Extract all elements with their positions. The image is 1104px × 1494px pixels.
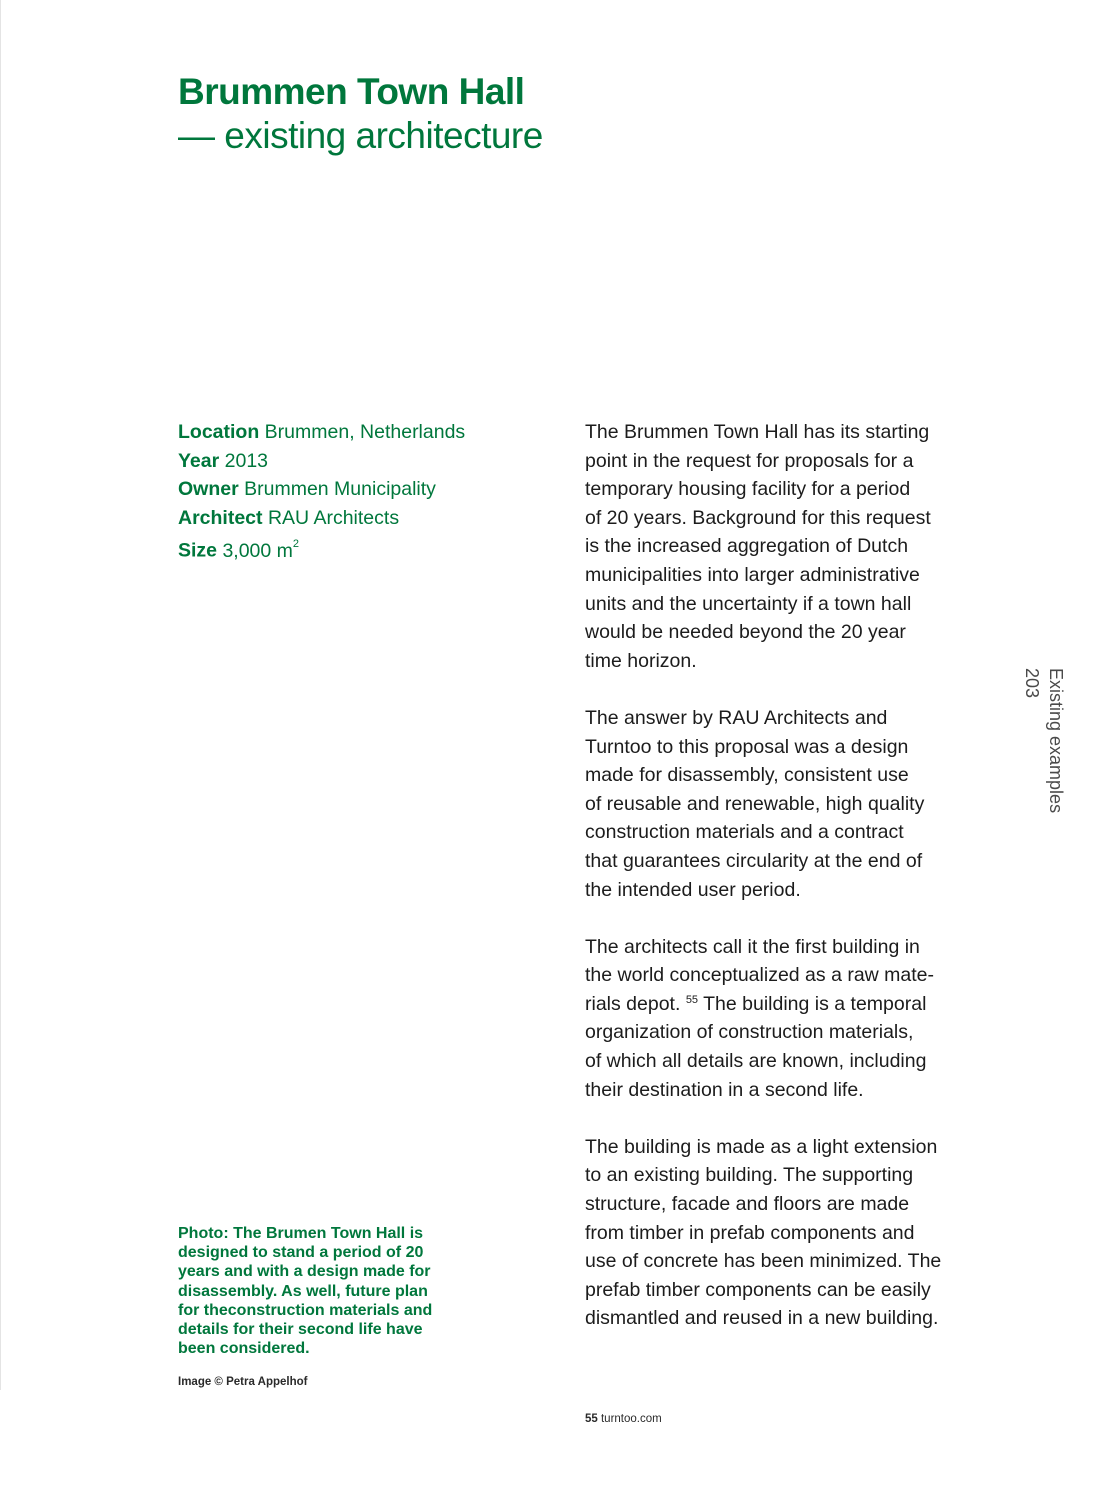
fact-value: RAU Architects <box>267 506 400 529</box>
footnote <box>585 1413 662 1425</box>
text-line: prefab timber components can be easily <box>585 1278 931 1301</box>
caption-line: been considered. <box>178 1340 310 1358</box>
fact-label: Owner <box>178 478 239 501</box>
page-subtitle: — existing architecture <box>178 115 543 156</box>
fact-label: Architect <box>178 506 263 529</box>
text-line: Turntoo to this proposal was a design <box>585 735 909 758</box>
text-line: The answer by RAU Architects and <box>585 706 888 729</box>
fact-value <box>222 540 299 562</box>
text-line: made for disassembly, consistent use <box>585 764 909 787</box>
paragraph-2 <box>585 704 965 904</box>
image-credit: Image © Petra Appelhof <box>178 1376 308 1388</box>
fact-label: Year <box>178 449 220 472</box>
paragraph-3 <box>585 933 965 1105</box>
fact-year <box>178 447 538 476</box>
text-line: units and the uncertainty if a town hall <box>585 592 912 615</box>
photo-caption <box>178 1224 438 1358</box>
text-line: of 20 years. Background for this request <box>585 506 931 529</box>
caption-line: years and with a design made for <box>178 1263 431 1281</box>
size-value: 3,000 m <box>222 539 293 562</box>
text-line: time horizon. <box>585 649 697 672</box>
text-line: of which all details are known, including <box>585 1050 927 1073</box>
text-line: their destination in a second life. <box>585 1078 864 1101</box>
text-line: The building is made as a light extension <box>585 1135 938 1158</box>
fact-architect <box>178 504 538 533</box>
text-line: organization of construction materials, <box>585 1021 914 1044</box>
text-line <box>585 990 965 1019</box>
fact-value: 2013 <box>224 449 269 472</box>
text-fragment: rials depot. <box>585 992 686 1015</box>
text-line: that guarantees circularity at the end of <box>585 849 923 872</box>
caption-line: for theconstruction materials and <box>178 1301 433 1319</box>
text-line: The Brummen Town Hall has its starting <box>585 421 930 443</box>
fact-size <box>178 532 538 565</box>
side-running-head <box>1008 668 1068 828</box>
text-line: temporary housing facility for a period <box>585 478 911 501</box>
text-line: The architects call it the first building in <box>585 935 920 958</box>
footnote-link[interactable]: turntoo.com <box>597 1413 662 1425</box>
size-unit-superscript: 2 <box>292 538 300 551</box>
text-line: the world conceptualized as a raw mate- <box>585 964 935 987</box>
text-line: from timber in prefab components and <box>585 1221 915 1244</box>
fact-owner <box>178 475 538 504</box>
text-line: use of concrete has been minimized. The <box>585 1250 942 1273</box>
caption-line: details for their second life have <box>178 1321 423 1339</box>
text-line: structure, facade and floors are made <box>585 1193 910 1216</box>
text-line: construction materials and a contract <box>585 821 904 844</box>
text-line: is the increased aggregation of Dutch <box>585 535 909 558</box>
fact-value: Brummen Municipality <box>244 478 436 501</box>
text-line: point in the request for proposals for a <box>585 449 914 472</box>
text-fragment: The building is a temporal <box>698 992 927 1015</box>
page-edge-divider <box>0 0 1 1390</box>
fact-label: Size <box>178 539 218 562</box>
project-facts <box>178 418 538 565</box>
text-line: to an existing building. The supporting <box>585 1164 914 1187</box>
text-line: municipalities into larger administrative <box>585 563 920 586</box>
fact-location <box>178 418 538 447</box>
page-title: Brummen Town Hall <box>178 71 525 112</box>
caption-line: Photo: The Brumen Town Hall is <box>178 1225 424 1242</box>
text-line: the intended user period. <box>585 878 801 901</box>
caption-line: disassembly. As well, future plan <box>178 1282 428 1300</box>
text-line: of reusable and renewable, high quality <box>585 792 925 815</box>
paragraph-1 <box>585 418 965 675</box>
text-line: would be needed beyond the 20 year <box>585 621 906 644</box>
caption-line: designed to stand a period of 20 <box>178 1244 424 1262</box>
page-number: 203 <box>1022 668 1042 699</box>
text-line: dismantled and reused in a new building. <box>585 1307 939 1330</box>
footnote-number: 55 <box>585 1413 598 1425</box>
section-name: Existing examples <box>1046 668 1066 814</box>
footnote-reference[interactable]: 55 <box>685 993 699 1006</box>
fact-value: Brummen, Netherlands <box>264 421 466 443</box>
fact-label: Location <box>178 421 260 443</box>
body-text <box>585 418 965 1362</box>
paragraph-4 <box>585 1133 965 1333</box>
